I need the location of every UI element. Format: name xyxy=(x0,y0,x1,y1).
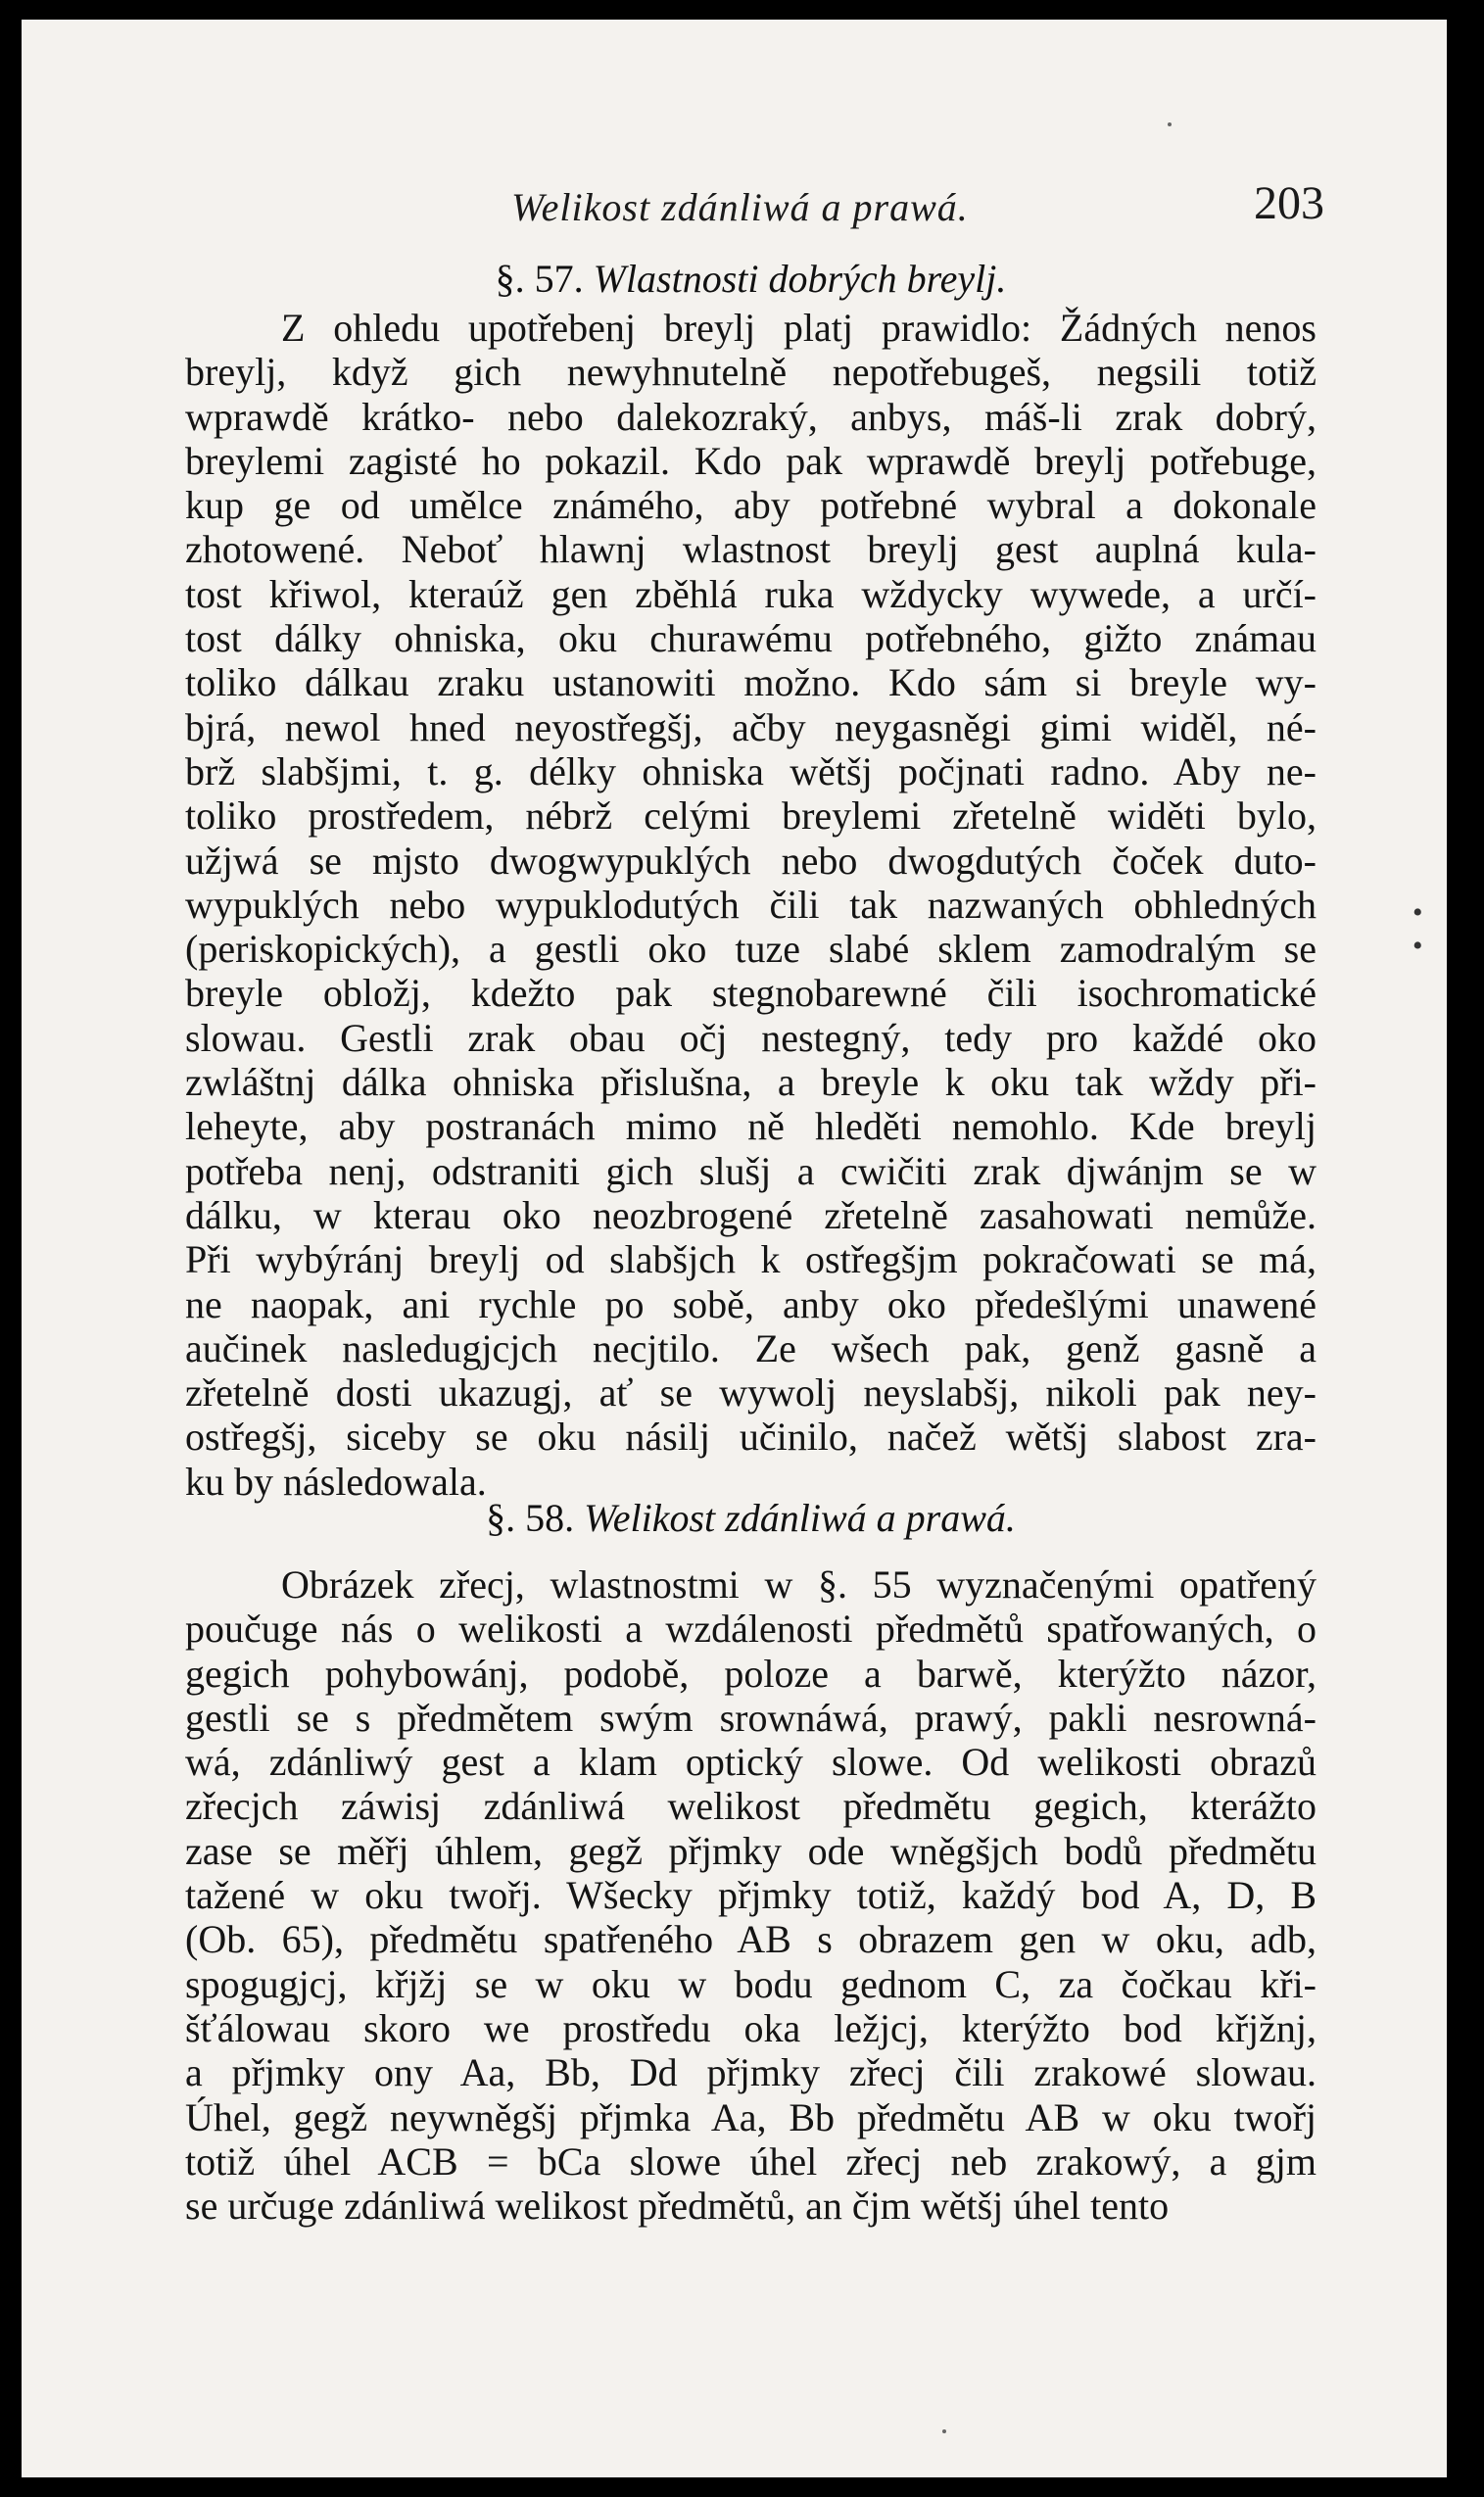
page-number: 203 xyxy=(1254,177,1324,229)
section-58-heading xyxy=(185,1494,1316,1543)
section-57-body xyxy=(185,306,1316,1504)
section-58-body xyxy=(185,1562,1316,2228)
text-line: (periskopických), a gestli oko tuze slabé sklem zamodralým se xyxy=(185,927,1316,972)
section-57-heading xyxy=(185,255,1316,304)
text-line: wprawdě krátko- nebo dalekozraký, anbys, máš-li zrak dobrý, xyxy=(185,394,1316,439)
margin-mark: • • xyxy=(1412,896,1437,962)
text-line: zřetelně dosti ukazugj, ať se wywolj neyslabšj, nikoli pak ney- xyxy=(185,1370,1316,1416)
text-line: breyle obložj, kdežto pak stegnobarewné čili isochromatické xyxy=(185,971,1316,1016)
text-line: tost dálky ohniska, oku churawému potřebného, gižto známau xyxy=(185,616,1316,661)
text-line: kup ge od umělce známého, aby potřebné wybral a dokonale xyxy=(185,483,1316,528)
text-line: wá, zdánliwý gest a klam optický slowe. Od welikosti obrazů xyxy=(185,1740,1316,1785)
text-line: leheyte, aby postranách mimo ně hleděti nemohlo. Kde breylj xyxy=(185,1104,1316,1149)
text-line: tost křiwol, kteraúž gen zběhlá ruka wždycky wywede, a určí- xyxy=(185,571,1316,616)
text-line: breylemi zagisté ho pokazil. Kdo pak wprawdě breylj potřebuge, xyxy=(185,438,1316,483)
section-57 xyxy=(185,255,1316,1504)
text-line: ostřegšj, siceby se oku násilj učinilo, načež wětšj slabost zra- xyxy=(185,1415,1316,1460)
text-line: toliko dálkau zraku ustanowiti možno. Kdo sám si breyle wy- xyxy=(185,660,1316,705)
text-line: totiž úhel ACB = bCa slowe úhel zřecj neb zrakowý, a gjm xyxy=(185,2138,1316,2184)
text-line: se určuge zdánliwá welikost předmětů, an čjm wětšj úhel tento xyxy=(185,2184,1170,2229)
section-57-number: §. 57. xyxy=(495,257,584,301)
text-line: šťálowau skoro we prostředu oka ležjcj, kterýžto bod křjžnj, xyxy=(185,2005,1316,2050)
text-line: zřecjch záwisj zdánliwá welikost předmětu gegich, kterážto xyxy=(185,1784,1316,1829)
paper-speck xyxy=(942,2429,946,2433)
text-line: užjwá se mjsto dwogwypuklých nebo dwogdutých čoček duto- xyxy=(185,838,1316,883)
text-line: wypuklých nebo wypuklodutých čili tak nazwaných obhledných xyxy=(185,882,1316,927)
text-line: Při wybýránj breylj od slabšjch k ostřegšjm pokračowati se má, xyxy=(185,1237,1316,1282)
page-header xyxy=(511,176,1324,235)
text-line: aučinek nasledugjcjch necjtilo. Ze wšech pak, genž gasně a xyxy=(185,1325,1316,1370)
text-line: gestli se s předmětem swým srownáwá, prawý, pakli nesrowná- xyxy=(185,1695,1316,1740)
text-line: breylj, když gich newyhnutelně nepotřebugeš, negsili totiž xyxy=(185,350,1316,395)
text-line: (Ob. 65), předmětu spatřeného AB s obrazem gen w oku, adb, xyxy=(185,1917,1316,1962)
text-line: Z ohledu upotřebenj breylj platj prawidlo: Žádných nenos xyxy=(281,306,1316,350)
running-title: Welikost zdánliwá a prawá. xyxy=(511,185,969,229)
paper-speck xyxy=(1168,122,1172,126)
text-line: tažené w oku twořj. Wšecky přjmky totiž, každý bod A, D, B xyxy=(185,1873,1316,1918)
text-line: slowau. Gestli zrak obau očj nestegný, tedy pro každé oko xyxy=(185,1015,1316,1060)
text-line: Úhel, gegž neywněgšj přjmka Aa, Bb předmětu AB w oku twořj xyxy=(185,2094,1316,2139)
section-58 xyxy=(185,1494,1316,2228)
text-line: dálku, w kterau oko neozbrogené zřetelně zasahowati nemůže. xyxy=(185,1192,1316,1237)
text-line: bjrá, newol hned neyostřegšj, ačby neygasněgi gimi widěl, né- xyxy=(185,704,1316,749)
section-58-number: §. 58. xyxy=(486,1496,575,1540)
text-line: brž slabšjmi, t. g. délky ohniska wětšj počjnati radno. Aby ne- xyxy=(185,748,1316,793)
text-line: zhotowené. Neboť hlawnj wlastnost breylj gest auplná kula- xyxy=(185,527,1316,572)
text-line: ne naopak, ani rychle po sobě, anby oko předešlými unawené xyxy=(185,1281,1316,1326)
book-page xyxy=(22,20,1447,2477)
section-57-title: Wlastnosti dobrých breylj. xyxy=(593,257,1007,301)
text-line: toliko prostředem, nébrž celými breylemi zřetelně widěti bylo, xyxy=(185,793,1316,839)
text-line: spogugjcj, křjžj se w oku w bodu gednom C, za čočkau kři- xyxy=(185,1961,1316,2006)
text-line: potřeba nenj, odstraniti gich slušj a cwičiti zrak djwánjm se w xyxy=(185,1148,1316,1193)
text-line: zase se měřj úhlem, gegž přjmky ode wněgšjch bodů předmětu xyxy=(185,1828,1316,1873)
text-line: a přjmky ony Aa, Bb, Dd přjmky zřecj čili zrakowé slowau. xyxy=(185,2050,1316,2095)
text-line: Obrázek zřecj, wlastnostmi w §. 55 wyznačenými opatřený xyxy=(281,1562,1316,1607)
section-58-title: Welikost zdánliwá a prawá. xyxy=(584,1496,1016,1540)
text-line: ku by následowala. xyxy=(185,1459,487,1504)
text-line: poučuge nás o welikosti a wzdálenosti předmětů spatřowaných, o xyxy=(185,1607,1316,1652)
text-line: gegich pohybowánj, podobě, poloze a barwě, kterýžto názor, xyxy=(185,1651,1316,1696)
text-line: zwláštnj dálka ohniska přislušna, a breyle k oku tak wždy při- xyxy=(185,1060,1316,1105)
